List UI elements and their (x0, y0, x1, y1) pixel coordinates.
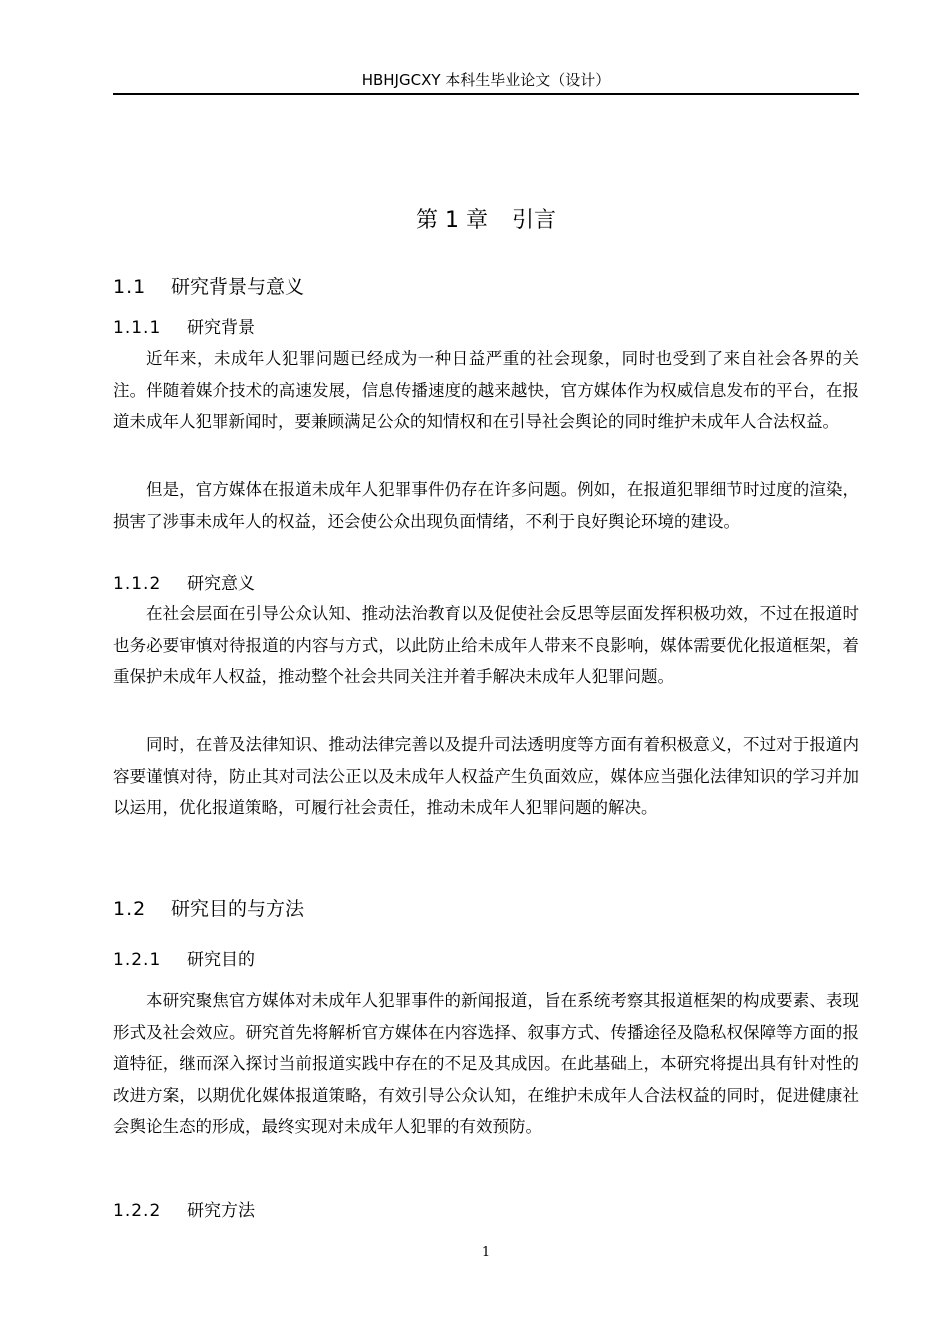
section-title: 研究背景与意义 (171, 276, 305, 298)
section-heading-1-2-1 (113, 948, 255, 972)
section-title: 研究目的与方法 (171, 898, 305, 920)
section-heading-1-1-2 (113, 572, 255, 596)
chapter-heading (113, 205, 859, 237)
section-title: 研究目的 (187, 950, 255, 970)
paragraph-purpose-1: 本研究聚焦官方媒体对未成年人犯罪事件的新闻报道，旨在系统考察其报道框架的构成要素、表现形式及社会效应。研究首先将解析官方媒体在内容选择、叙事方式、传播途径及隐私权保障等方面的报道特征，继而深入探讨当前报道实践中存在的不足及其成因。在此基础上，本研究将提出具有针对性的改进方案，以期优化媒体报道策略，有效引导公众认知，在维护未成年人合法权益的同时，促进健康社会舆论生态的形成，最终实现对未成年人犯罪的有效预防。 (113, 991, 859, 1136)
section-number: 1.1 (113, 276, 147, 298)
paragraph-significance-1: 在社会层面在引导公众认知、推动法治教育以及促使社会反思等层面发挥积极功效，不过在报道时也务必要审慎对待报道的内容与方式，以此防止给未成年人带来不良影响，媒体需要优化报道框架，着重保护未成年人权益，推动整个社会共同关注并着手解决未成年人犯罪问题。 (113, 604, 859, 686)
section-title: 研究意义 (187, 574, 255, 594)
section-number: 1.1.2 (113, 574, 162, 594)
section-title: 研究方法 (187, 1201, 255, 1221)
header-rule (113, 93, 859, 95)
section-heading-1-1 (113, 274, 304, 300)
page-number: 1 (481, 1245, 491, 1260)
section-title: 研究背景 (187, 318, 255, 338)
section-number: 1.1.1 (113, 318, 162, 338)
section-number: 1.2.1 (113, 950, 162, 970)
running-header: HBHJGCXY 本科生毕业论文（设计） (361, 71, 611, 89)
section-heading-1-2-2 (113, 1199, 255, 1223)
section-number: 1.2.2 (113, 1201, 162, 1221)
paragraph-background-2: 但是，官方媒体在报道未成年人犯罪事件仍存在许多问题。例如，在报道犯罪细节时过度的渲染，损害了涉事未成年人的权益，还会使公众出现负面情绪，不利于良好舆论环境的建设。 (113, 480, 859, 531)
section-heading-1-2 (113, 896, 304, 922)
section-heading-1-1-1 (113, 316, 255, 340)
paragraph-background-1: 近年来，未成年人犯罪问题已经成为一种日益严重的社会现象，同时也受到了来自社会各界的关注。伴随着媒介技术的高速发展，信息传播速度的越来越快，官方媒体作为权威信息发布的平台，在报道未成年人犯罪新闻时，要兼顾满足公众的知情权和在引导社会舆论的同时维护未成年人合法权益。 (113, 349, 859, 431)
paragraph-significance-2: 同时，在普及法律知识、推动法律完善以及提升司法透明度等方面有着积极意义，不过对于报道内容要谨慎对待，防止其对司法公正以及未成年人权益产生负面效应，媒体应当强化法律知识的学习并加以运用，优化报道策略，可履行社会责任，推动未成年人犯罪问题的解决。 (113, 735, 859, 817)
chapter-number: 第 1 章 (416, 208, 488, 233)
chapter-title: 引言 (511, 208, 556, 233)
section-number: 1.2 (113, 898, 147, 920)
